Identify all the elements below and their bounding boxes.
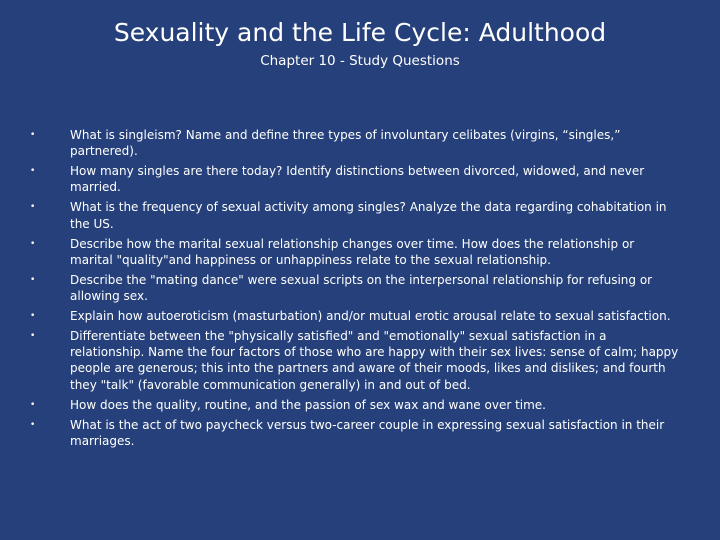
- list-item: [0, 236, 680, 268]
- bullet-icon: •: [30, 238, 36, 249]
- list-item: [0, 199, 680, 231]
- bullet-icon: •: [30, 331, 36, 342]
- bullet-icon: •: [30, 419, 36, 430]
- question-text: What is the frequency of sexual activity among singles? Analyze the data regarding cohabitation in the US.: [70, 200, 667, 231]
- bullet-icon: •: [30, 399, 36, 410]
- list-item: [0, 397, 680, 413]
- question-text: Explain how autoeroticism (masturbation) and/or mutual erotic arousal relate to sexual satisfaction.: [70, 309, 671, 324]
- bullet-icon: •: [30, 274, 36, 285]
- bullet-icon: •: [30, 166, 36, 177]
- slide-subtitle: Chapter 10 - Study Questions: [260, 53, 460, 69]
- question-text: Describe the "mating dance" were sexual scripts on the interpersonal relationship for refusing or allowing sex.: [70, 272, 653, 304]
- bullet-icon: •: [30, 311, 36, 322]
- bullet-icon: •: [30, 130, 36, 140]
- list-item: [0, 163, 680, 195]
- list-item: [0, 308, 680, 324]
- study-questions-list: [0, 127, 720, 453]
- question-text: How many singles are there today? Identify distinctions between divorced, widowed, and never married.: [70, 164, 645, 195]
- list-item: [0, 417, 680, 449]
- question-text: What is the act of two paycheck versus two-career couple in expressing sexual satisfaction in their marriages.: [70, 417, 665, 448]
- slide-title: Sexuality and the Life Cycle: Adulthood: [113, 18, 607, 47]
- list-item: [0, 272, 680, 304]
- list-item: [0, 127, 680, 159]
- question-text: What is singleism? Name and define three types of involuntary celibates (virgins, “singles,” partnered).: [70, 128, 621, 159]
- question-text: Differentiate between the "physically satisfied" and "emotionally" sexual satisfaction in a relationship. Name the four factors of those who are happy with their sex lives: sense of calm; happy people are generous; this into the partners and aware of their moods, likes and dislikes; and fourth they "talk" (favorable communication generally) in and out of bed.: [70, 329, 679, 392]
- list-item: [0, 328, 680, 393]
- question-text: How does the quality, routine, and the passion of sex wax and wane over time.: [70, 397, 546, 412]
- bullet-icon: •: [30, 202, 36, 213]
- question-text: Describe how the marital sexual relationship changes over time. How does the relationship or marital "quality"and happiness or unhappiness relate to the sexual relationship.: [70, 236, 635, 267]
